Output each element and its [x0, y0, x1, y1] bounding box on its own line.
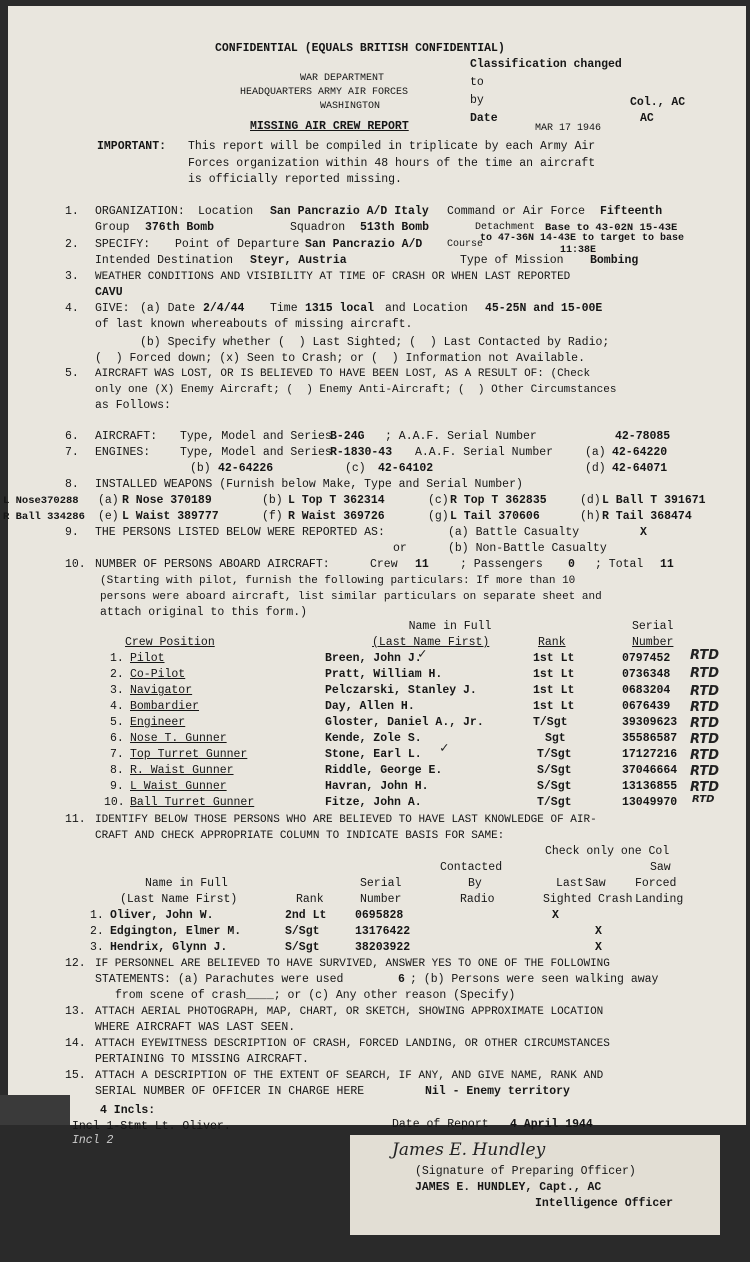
witness-rank: S/Sgt [285, 925, 320, 938]
s9-label: THE PERSONS LISTED BELOW WERE REPORTED AS: [95, 526, 385, 539]
crew-position: Nose T. Gunner [130, 732, 227, 745]
s12-line2: STATEMENTS: (a) Parachutes were used [95, 973, 344, 986]
s1-location: San Pancrazio A/D Italy [270, 205, 429, 218]
crew-num: 9. [110, 780, 124, 793]
crew-position: Engineer [130, 716, 186, 729]
s2-course2: 11:38E [560, 245, 597, 256]
class-to: to [470, 76, 484, 89]
s4-line3: (b) Specify whether ( ) Last Sighted; ( ) Last Contacted by Radio; [140, 336, 610, 349]
col-ac: Col., AC [630, 96, 686, 109]
crew-position: Navigator [130, 684, 193, 697]
s8-f: R Waist 369726 [288, 510, 385, 523]
crew-position: Top Turret Gunner [130, 748, 248, 761]
crew-h-serial1: Serial [632, 620, 674, 633]
s4-num: 4. [65, 302, 79, 315]
witness-rank: 2nd Lt [285, 909, 327, 922]
signature-label: (Signature of Preparing Officer) [415, 1165, 636, 1178]
s11-h-saw1: Saw [585, 877, 606, 890]
s8-a: R Nose 370189 [122, 494, 212, 507]
crew-position: Pilot [130, 652, 165, 665]
s8-d: L Ball T 391671 [602, 494, 706, 507]
city: WASHINGTON [320, 101, 381, 112]
witness-num: 1. [90, 909, 104, 922]
s2-destination: Steyr, Austria [250, 254, 347, 267]
s8-g-prefix: (g) [428, 510, 449, 523]
s13-line2: WHERE AIRCRAFT WAS LAST SEEN. [95, 1021, 296, 1034]
s7-b-prefix: (b) [190, 462, 211, 475]
officer-title: Intelligence Officer [535, 1197, 674, 1210]
crew-position: Co-Pilot [130, 668, 186, 681]
s2-course-label: Course [447, 239, 484, 250]
s14-num: 14. [65, 1037, 86, 1050]
s7-b: 42-64226 [218, 462, 274, 475]
s8-h-prefix: (h) [580, 510, 601, 523]
s13-num: 13. [65, 1005, 86, 1018]
s10-line2: (Starting with pilot, furnish the following particulars: If more than 10 [100, 575, 576, 587]
crew-rank: 1st Lt [533, 668, 575, 681]
s9-num: 9. [65, 526, 79, 539]
s4-time: 1315 local [305, 302, 375, 315]
s9-b: (b) Non-Battle Casualty [448, 542, 607, 555]
s8-h: R Tail 368474 [602, 510, 692, 523]
s4-line4: ( ) Forced down; (x) Seen to Crash; or ( ) Information not Available. [95, 352, 585, 365]
s6-type-label: Type, Model and Series [180, 430, 332, 443]
s1-group-label: Group [95, 221, 130, 234]
s7-num: 7. [65, 446, 79, 459]
witness-mark: X [552, 909, 559, 922]
witness-serial: 38203922 [355, 941, 411, 954]
crew-num: 6. [110, 732, 124, 745]
crew-num: 1. [110, 652, 124, 665]
s8-label: INSTALLED WEAPONS (Furnish below Make, Type and Serial Number) [95, 478, 523, 491]
s8-c: R Top T 362835 [450, 494, 547, 507]
s10-crew-label: Crew [370, 558, 398, 571]
s15-value: Nil - Enemy territory [425, 1085, 570, 1098]
crew-serial: 0683204 [622, 684, 671, 697]
s1-num: 1. [65, 205, 79, 218]
s11-check: Check only one Col [545, 845, 670, 858]
s12-line3: from scene of crash____; or (c) Any other reason (Specify) [115, 989, 516, 1002]
s11-h-forced2: Forced [635, 877, 677, 890]
crew-rank: 1st Lt [533, 684, 575, 697]
s7-a: 42-64220 [612, 446, 668, 459]
s2-departure-label: Point of Departure [175, 238, 300, 251]
crew-serial: 13049970 [622, 796, 678, 809]
s7-a-prefix: (a) [585, 446, 606, 459]
s8-margin2: R Ball 334286 [3, 511, 85, 523]
s11-num: 11. [65, 813, 86, 826]
crew-name: Pelczarski, Stanley J. [325, 684, 477, 697]
important-line3: is officially reported missing. [188, 173, 402, 186]
s11-h-name1: Name in Full [145, 877, 228, 890]
crew-rank: S/Sgt [537, 780, 572, 793]
crew-serial: 37046664 [622, 764, 678, 777]
s8-e-prefix: (e) [98, 510, 119, 523]
s8-num: 8. [65, 478, 79, 491]
s2-mission-label: Type of Mission [460, 254, 564, 267]
s11-h-serial1: Serial [360, 877, 402, 890]
crew-serial: 0736348 [622, 668, 671, 681]
crew-name: Riddle, George E. [325, 764, 443, 777]
crew-num: 8. [110, 764, 124, 777]
witness-rank: S/Sgt [285, 941, 320, 954]
crew-name: Stone, Earl L. [325, 748, 422, 761]
s9-a-mark: X [640, 526, 647, 539]
crew-serial: 39309623 [622, 716, 678, 729]
s8-margin1: L Nose370288 [3, 495, 79, 507]
s7-d-prefix: (d) [585, 462, 606, 475]
s4-label: GIVE: [95, 302, 130, 315]
s2-destination-label: Intended Destination [95, 254, 234, 267]
s10-pass-label: ; Passengers [460, 558, 543, 571]
crew-serial: 13136855 [622, 780, 678, 793]
s3-value: CAVU [95, 286, 123, 299]
witness-name: Edgington, Elmer M. [110, 925, 242, 938]
s8-g: L Tail 370606 [450, 510, 540, 523]
crew-name: Havran, John H. [325, 780, 429, 793]
ac: AC [640, 112, 654, 125]
crew-num: 7. [110, 748, 124, 761]
witness-mark: X [595, 941, 602, 954]
crew-note: RTD [690, 732, 720, 747]
s10-num: 10. [65, 558, 86, 571]
s11-h-last2: Sighted [543, 893, 592, 906]
crew-serial: 35586587 [622, 732, 678, 745]
s4-date-label: (a) Date [140, 302, 196, 315]
s5-line2: only one (X) Enemy Aircraft; ( ) Enemy Anti-Aircraft; ( ) Other Circumstances [95, 384, 617, 396]
crew-note: RTD [690, 764, 720, 779]
crew-note: RTD [690, 780, 720, 795]
s11-h-last1: Last [556, 877, 584, 890]
s4-loc: 45-25N and 15-00E [485, 302, 603, 315]
s8-b-prefix: (b) [262, 494, 283, 507]
scan-border-right [746, 0, 750, 1262]
crew-serial: 17127216 [622, 748, 678, 761]
crew-num: 10. [104, 796, 125, 809]
crew-position: L Waist Gunner [130, 780, 227, 793]
s1-squadron-label: Squadron [290, 221, 346, 234]
s6-type: B-24G [330, 430, 365, 443]
class-date: Date [470, 112, 498, 125]
s7-c-prefix: (c) [345, 462, 366, 475]
s7-type: R-1830-43 [330, 446, 393, 459]
crew-h-rank: Rank [538, 636, 566, 649]
s11-h-contacted2: By [468, 877, 482, 890]
important-line2: Forces organization within 48 hours of the time an aircraft [188, 157, 596, 170]
inclosures-count: 4 Incls: [100, 1104, 156, 1117]
s6-serial: 42-78085 [615, 430, 671, 443]
crew-name: Kende, Zole S. [325, 732, 422, 745]
inclosure-2: Incl 2 [72, 1134, 114, 1147]
s11-h-name2: (Last Name First) [120, 893, 238, 906]
scan-border-top [0, 0, 750, 6]
s3-label: WEATHER CONDITIONS AND VISIBILITY AT TIME OF CRASH OR WHEN LAST REPORTED [95, 271, 571, 283]
s11-h-rank: Rank [296, 893, 324, 906]
classification-changed: Classification changed [470, 58, 622, 71]
officer-name: JAMES E. HUNDLEY, Capt., AC [415, 1181, 602, 1194]
s8-f-prefix: (f) [262, 510, 283, 523]
crew-rank: 1st Lt [533, 700, 575, 713]
s12-line1: IF PERSONNEL ARE BELIEVED TO HAVE SURVIVED, ANSWER YES TO ONE OF THE FOLLOWING [95, 958, 610, 970]
crew-note: RTD [690, 716, 720, 731]
crew-rank: Sgt [545, 732, 566, 745]
class-by: by [470, 94, 484, 107]
s8-b: L Top T 362314 [288, 494, 385, 507]
witness-serial: 0695828 [355, 909, 404, 922]
s6-num: 6. [65, 430, 79, 443]
crew-num: 2. [110, 668, 124, 681]
department: WAR DEPARTMENT [300, 73, 385, 84]
crew-name: Gloster, Daniel A., Jr. [325, 716, 484, 729]
s5-line1: AIRCRAFT WAS LOST, OR IS BELIEVED TO HAVE BEEN LOST, AS A RESULT OF: (Check [95, 368, 591, 380]
crew-h-name2: (Last Name First) [372, 636, 490, 649]
s11-line2: CRAFT AND CHECK APPROPRIATE COLUMN TO INDICATE BASIS FOR SAME: [95, 830, 505, 842]
headquarters: HEADQUARTERS ARMY AIR FORCES [240, 87, 409, 98]
s1-group: 376th Bomb [145, 221, 215, 234]
s12-parachutes: 6 [398, 973, 405, 986]
report-title: MISSING AIR CREW REPORT [250, 120, 409, 133]
s11-h-forced3: Landing [635, 893, 684, 906]
s8-a-prefix: (a) [98, 494, 119, 507]
s8-d-prefix: (d) [580, 494, 601, 507]
witness-name: Hendrix, Glynn J. [110, 941, 228, 954]
s10-crew: 11 [415, 558, 429, 571]
s1-command: Fifteenth [600, 205, 663, 218]
witness-mark: X [595, 925, 602, 938]
s10-line4: attach original to this form.) [100, 606, 308, 619]
crew-h-position: Crew Position [125, 636, 215, 649]
s7-label: ENGINES: [95, 446, 151, 459]
inclosure-1: Incl 1-Stmt Lt. Oliver. [72, 1120, 231, 1133]
crew-num: 4. [110, 700, 124, 713]
crew-note: RTD [692, 794, 715, 805]
crew-name: Pratt, William H. [325, 668, 443, 681]
s10-label: NUMBER OF PERSONS ABOARD AIRCRAFT: [95, 558, 330, 571]
crew-num: 3. [110, 684, 124, 697]
s7-serial-label: A.A.F. Serial Number [415, 446, 554, 459]
s11-h-saw2: Crash [598, 893, 633, 906]
s4-time-label: Time [270, 302, 298, 315]
s8-e: L Waist 389777 [122, 510, 219, 523]
crew-name: Breen, John J. [325, 652, 422, 665]
s12-line2b: ; (b) Persons were seen walking away [410, 973, 659, 986]
crew-h-serial2: Number [632, 636, 674, 649]
crew-note: RTD [690, 748, 720, 763]
s15-line1: ATTACH A DESCRIPTION OF THE EXTENT OF SEARCH, IF ANY, AND GIVE NAME, RANK AND [95, 1070, 604, 1082]
s4-date: 2/4/44 [203, 302, 245, 315]
s11-line1: IDENTIFY BELOW THOSE PERSONS WHO ARE BELIEVED TO HAVE LAST KNOWLEDGE OF AIR- [95, 814, 597, 826]
s8-c-prefix: (c) [428, 494, 449, 507]
crew-position: R. Waist Gunner [130, 764, 234, 777]
crew-h-name1: Name in Full [408, 620, 492, 633]
crew-note: RTD [690, 684, 720, 699]
s14-line2: PERTAINING TO MISSING AIRCRAFT. [95, 1053, 309, 1066]
important-line1: This report will be compiled in triplicate by each Army Air [188, 140, 596, 153]
s10-pass: 0 [568, 558, 575, 571]
s10-total: 11 [660, 558, 674, 571]
crew-num: 5. [110, 716, 124, 729]
s10-line3: persons were aboard aircraft, list similar particulars on separate sheet and [100, 591, 602, 603]
s7-type-label: Type, Model and Series [180, 446, 332, 459]
s11-h-contacted1: Contacted [440, 861, 503, 874]
crew-note: RTD [690, 666, 720, 681]
s1-squadron: 513th Bomb [360, 221, 430, 234]
s5-line3: as Follows: [95, 399, 171, 412]
s2-label: SPECIFY: [95, 238, 151, 251]
s7-c: 42-64102 [378, 462, 434, 475]
scan-border-left [0, 0, 8, 1262]
s14-line1: ATTACH EYEWITNESS DESCRIPTION OF CRASH, FORCED LANDING, OR OTHER CIRCUMSTANCES [95, 1038, 610, 1050]
crew-rank: T/Sgt [537, 748, 572, 761]
s10-total-label: ; Total [595, 558, 644, 571]
crew-name: Fitze, John A. [325, 796, 422, 809]
witness-name: Oliver, John W. [110, 909, 214, 922]
s9-or: or [393, 542, 407, 555]
stamp-date: MAR 17 1946 [535, 123, 602, 134]
crew-rank: 1st Lt [533, 652, 575, 665]
s2-course: to 47-36N 14-43E to target to base [480, 233, 685, 244]
s1-det-value: Base to 43-02N 15-43E [545, 222, 678, 234]
crew-rank: T/Sgt [533, 716, 568, 729]
crew-serial: 0797452 [622, 652, 671, 665]
classification-banner: CONFIDENTIAL (EQUALS BRITISH CONFIDENTIAL) [215, 42, 505, 55]
crew-position: Bombardier [130, 700, 200, 713]
s2-mission: Bombing [590, 254, 639, 267]
s1-label: ORGANIZATION: [95, 205, 185, 218]
s1-location-label: Location [198, 205, 254, 218]
witness-serial: 13176422 [355, 925, 411, 938]
s6-label: AIRCRAFT: [95, 430, 158, 443]
s11-h-contacted3: Radio [460, 893, 495, 906]
check-mark-icon: ✓ [418, 647, 427, 663]
s15-num: 15. [65, 1069, 86, 1082]
check-mark-icon: ✓ [440, 741, 449, 757]
s15-line2: SERIAL NUMBER OF OFFICER IN CHARGE HERE [95, 1085, 365, 1098]
crew-note: RTD [690, 648, 720, 663]
crew-position: Ball Turret Gunner [130, 796, 255, 809]
crew-name: Day, Allen H. [325, 700, 415, 713]
s5-num: 5. [65, 367, 79, 380]
crew-rank: S/Sgt [537, 764, 572, 777]
crew-serial: 0676439 [622, 700, 671, 713]
s12-num: 12. [65, 957, 86, 970]
s1-command-label: Command or Air Force [447, 205, 586, 218]
witness-num: 2. [90, 925, 104, 938]
s4-loc-label: and Location [385, 302, 468, 315]
s11-h-serial2: Number [360, 893, 402, 906]
s9-a: (a) Battle Casualty [448, 526, 580, 539]
s4-line2: of last known whereabouts of missing aircraft. [95, 318, 413, 331]
s11-h-forced1: Saw [650, 861, 671, 874]
s1-det-label: Detachment [475, 222, 536, 233]
report-date-label: Date of Report [392, 1118, 489, 1131]
s6-serial-label: ; A.A.F. Serial Number [385, 430, 537, 443]
s13-line1: ATTACH AERIAL PHOTOGRAPH, MAP, CHART, OR SKETCH, SHOWING APPROXIMATE LOCATION [95, 1006, 604, 1018]
crew-rank: T/Sgt [537, 796, 572, 809]
s2-num: 2. [65, 238, 79, 251]
important-label: IMPORTANT: [97, 140, 167, 153]
s2-departure: San Pancrazio A/D [305, 238, 423, 251]
crew-note: RTD [690, 700, 720, 715]
signature: James E. Hundley [392, 1140, 546, 1160]
witness-num: 3. [90, 941, 104, 954]
s7-d: 42-64071 [612, 462, 668, 475]
s3-num: 3. [65, 270, 79, 283]
report-date: 4 April 1944 [510, 1118, 593, 1131]
